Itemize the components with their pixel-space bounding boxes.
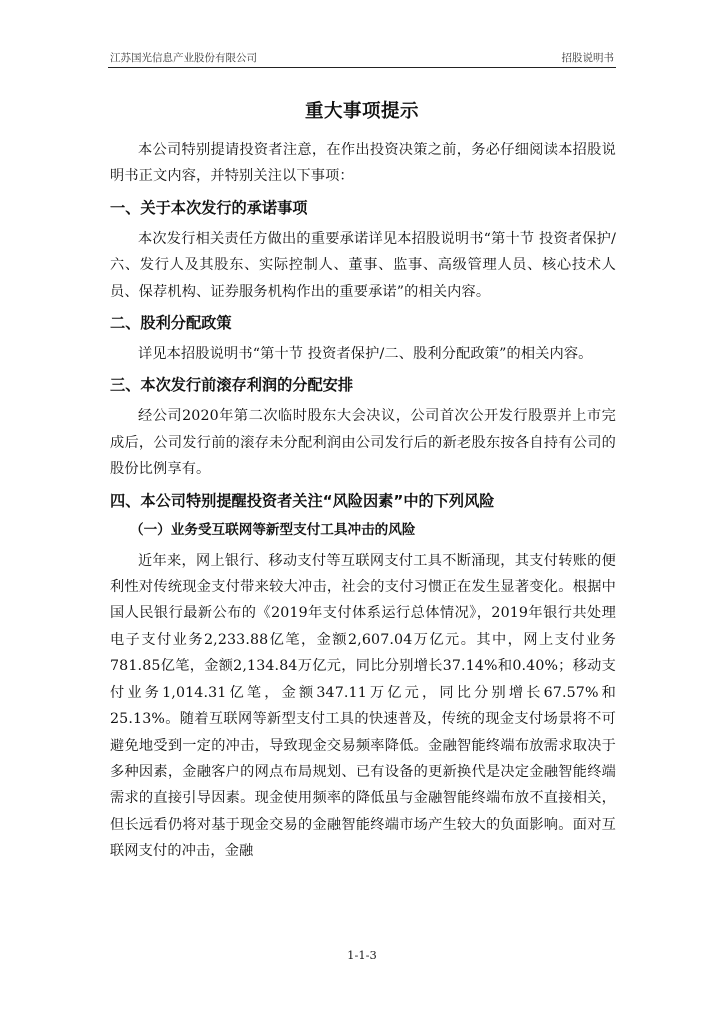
section-body-1: 本次发行相关责任方做出的重要承诺详见本招股说明书“第十节 投资者保护/六、发行人及其股东、实际控制人、董事、监事、高级管理人员、核心技术人员、保荐机构、证券服务机构作出的重要承诺”的相关内容。 — [110, 230, 616, 300]
section-body-4: 近年来，网上银行、移动支付等互联网支付工具不断涌现，其支付转账的便利性对传统现金支付带来较大冲击，社会的支付习惯正在发生显著变化。根据中国人民银行最新公布的《2019年支付体系运行总体情况》，2019年银行共处理电子支付业务2,233.88亿笔，金额2,607.04万亿元。其中，网上支付业务781.85亿笔，金额2,134.84万亿元，同比分别增长37.14%和0.40%；移动支付业务1,014.31亿笔，金额347.11万亿元，同比分别增长67.57%和25.13%。随着互联网等新型支付工具的快速普及，传统的现金支付场景将不可避免地受到一定的冲击，导致现金交易频率降低。金融智能终端布放需求取决于多种因素，金融客户的网点布局规划、已有设备的更新换代是决定金融智能终端需求的直接引导因素。现金使用频率的降低虽与金融智能终端布放不直接相关，但长远看仍将对基于现金交易的金融智能终端市场产生较大的负面影响。面对互联网支付的冲击，金融 — [110, 552, 616, 860]
page-number: 1-1-3 — [347, 948, 377, 962]
section-heading-2: 二、股利分配政策 — [110, 314, 232, 333]
header-rule — [108, 67, 616, 68]
subsection-heading-4-1: （一）业务受互联网等新型支付工具冲击的风险 — [130, 521, 416, 538]
section-heading-3: 三、本次发行前滚存利润的分配安排 — [110, 376, 353, 395]
section-body-3: 经公司2020年第二次临时股东大会决议，公司首次公开发行股票并上市完成后，公司发行前的滚存未分配利润由公司发行后的新老股东按各自持有公司的股份比例享有。 — [110, 408, 616, 478]
section-heading-1: 一、关于本次发行的承诺事项 — [110, 198, 308, 217]
header-document-type: 招股说明书 — [561, 52, 614, 64]
intro-paragraph: 本公司特别提请投资者注意，在作出投资决策之前，务必仔细阅读本招股说明书正文内容，并特别关注以下事项： — [110, 142, 616, 185]
section-body-2: 详见本招股说明书“第十节 投资者保护/二、股利分配政策”的相关内容。 — [138, 346, 593, 363]
page-header — [108, 50, 616, 66]
header-company-name: 江苏国光信息产业股份有限公司 — [110, 52, 257, 64]
document-body — [110, 137, 616, 865]
page-title: 重大事项提示 — [304, 101, 419, 122]
section-heading-4: 四、本公司特别提醒投资者关注“风险因素”中的下列风险 — [110, 491, 495, 510]
